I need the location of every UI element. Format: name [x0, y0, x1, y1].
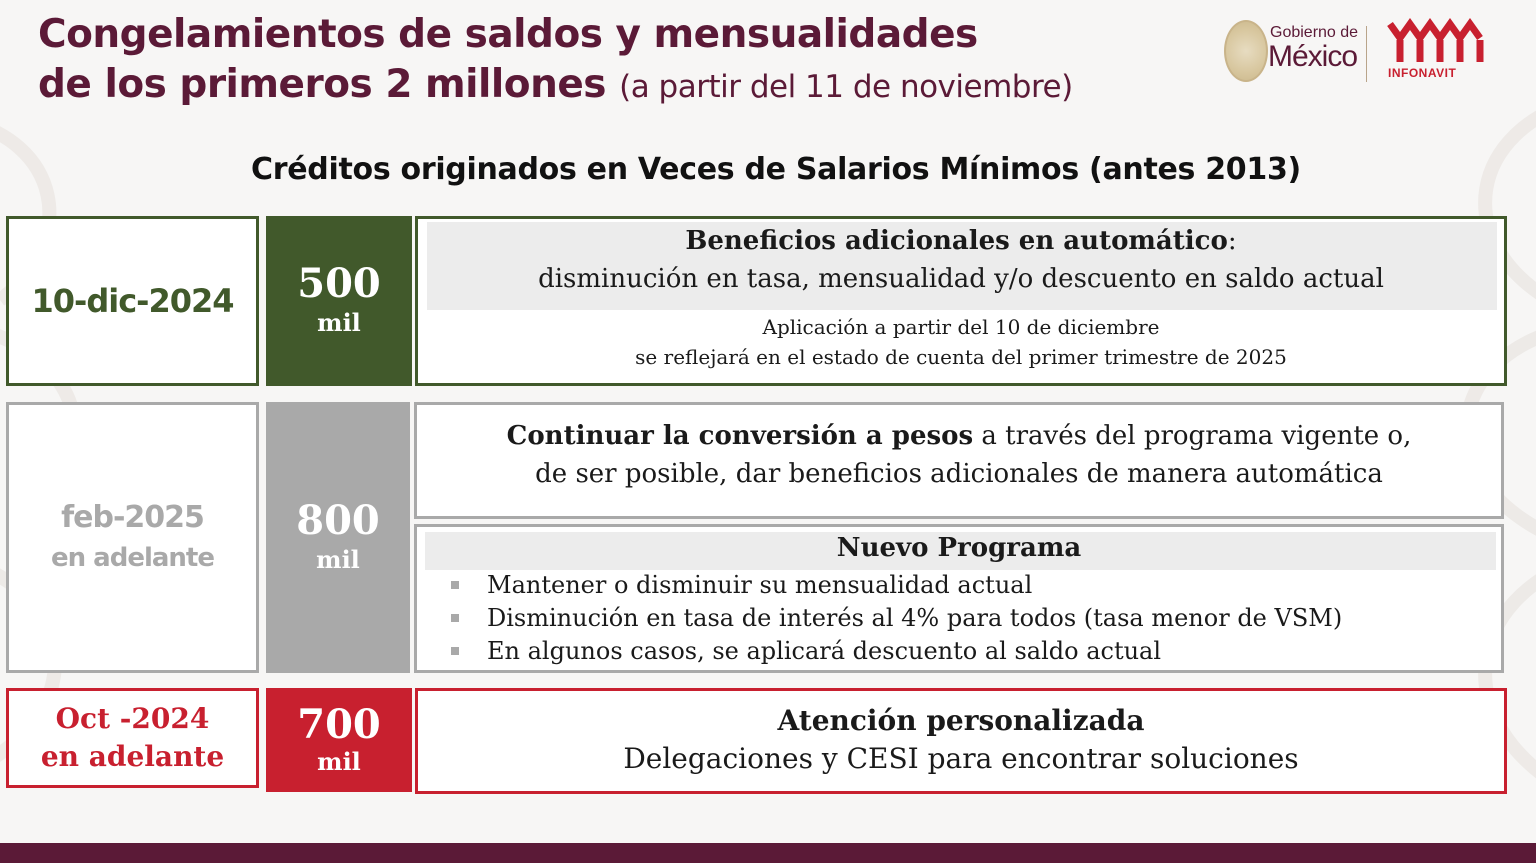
- row3-date-line2: en adelante: [40, 740, 225, 773]
- footer-bar: [0, 843, 1536, 863]
- row1-headline: [418, 222, 1504, 298]
- row1-note: [418, 312, 1504, 372]
- row2-top-box: [414, 402, 1504, 519]
- row2-date-line2: en adelante: [50, 542, 214, 573]
- bullet-text: Mantener o disminuir su mensualidad actual: [487, 571, 1033, 599]
- row3-unit: mil: [317, 747, 361, 776]
- row2-top-text: [417, 417, 1501, 493]
- row1-unit: mil: [317, 308, 361, 337]
- infonavit-text: INFONAVIT: [1388, 66, 1457, 80]
- gobierno-de-text: Gobierno de: [1270, 24, 1359, 41]
- row1-note-line1: Aplicación a partir del 10 de diciembre: [762, 315, 1160, 339]
- row1-date-box: [6, 216, 259, 386]
- row2-bullet-list: [447, 569, 1342, 668]
- row1-headline-rest: disminución en tasa, mensualidad y/o descuento en saldo actual: [538, 264, 1384, 294]
- title-note: (a partir del 11 de noviembre): [619, 69, 1073, 105]
- row2-unit: mil: [316, 544, 360, 574]
- row2-number: 800: [296, 496, 380, 544]
- logos: [1220, 12, 1520, 92]
- row3-line2: Delegaciones y CESI para encontrar soluciones: [623, 742, 1299, 775]
- row3-number: 700: [297, 701, 381, 748]
- logo-divider: [1366, 26, 1367, 82]
- row2-date-box: [6, 402, 259, 673]
- row3-number-box: [266, 688, 412, 792]
- row2-top-line2: de ser posible, dar beneficios adicionales de manera automática: [535, 459, 1383, 489]
- row3-date-box: [6, 688, 259, 788]
- title-main: de los primeros 2 millones: [38, 62, 607, 107]
- row1-note-line2: se reflejará en el estado de cuenta del primer trimestre de 2025: [635, 345, 1287, 369]
- mexico-text: México: [1268, 40, 1358, 73]
- row1-content-box: [415, 216, 1507, 386]
- row3-headline: Atención personalizada: [777, 704, 1145, 737]
- infonavit-logo-icon: [1386, 18, 1486, 68]
- list-item: [447, 602, 1342, 635]
- row2-top-bold: Continuar la conversión a pesos: [506, 421, 974, 451]
- row2-top-rest: a través del programa vigente o,: [973, 421, 1412, 451]
- row2-program-title: Nuevo Programa: [836, 533, 1082, 563]
- bullet-square-icon: [451, 647, 459, 655]
- bullet-text: En algunos casos, se aplicará descuento al saldo actual: [487, 637, 1162, 665]
- row1-date: 10-dic-2024: [31, 282, 234, 320]
- row1-headline-bold: Beneficios adicionales en automático: [685, 226, 1228, 256]
- row1-number: 500: [297, 260, 381, 307]
- list-item: [447, 569, 1342, 602]
- row2-program-box: [414, 524, 1504, 673]
- mexico-seal-icon: [1224, 20, 1268, 82]
- row3-date-line1: Oct -2024: [55, 702, 210, 735]
- row2-date-line1: feb-2025: [61, 499, 204, 535]
- bullet-square-icon: [451, 581, 459, 589]
- title-line-1: Congelamientos de saldos y mensualidades: [38, 12, 978, 57]
- row1-headline-colon: :: [1227, 226, 1237, 256]
- row1-number-box: [266, 216, 412, 386]
- bullet-square-icon: [451, 614, 459, 622]
- row3-text: [418, 702, 1504, 778]
- row2-number-box: [266, 402, 410, 673]
- row3-content-box: [415, 688, 1507, 794]
- section-subtitle: Créditos originados en Veces de Salarios Mínimos (antes 2013): [251, 152, 1301, 187]
- bullet-text: Disminución en tasa de interés al 4% para todos (tasa menor de VSM): [487, 604, 1343, 632]
- title-line-2: [38, 60, 1073, 112]
- slide-title: [38, 10, 1073, 112]
- list-item: [447, 635, 1342, 668]
